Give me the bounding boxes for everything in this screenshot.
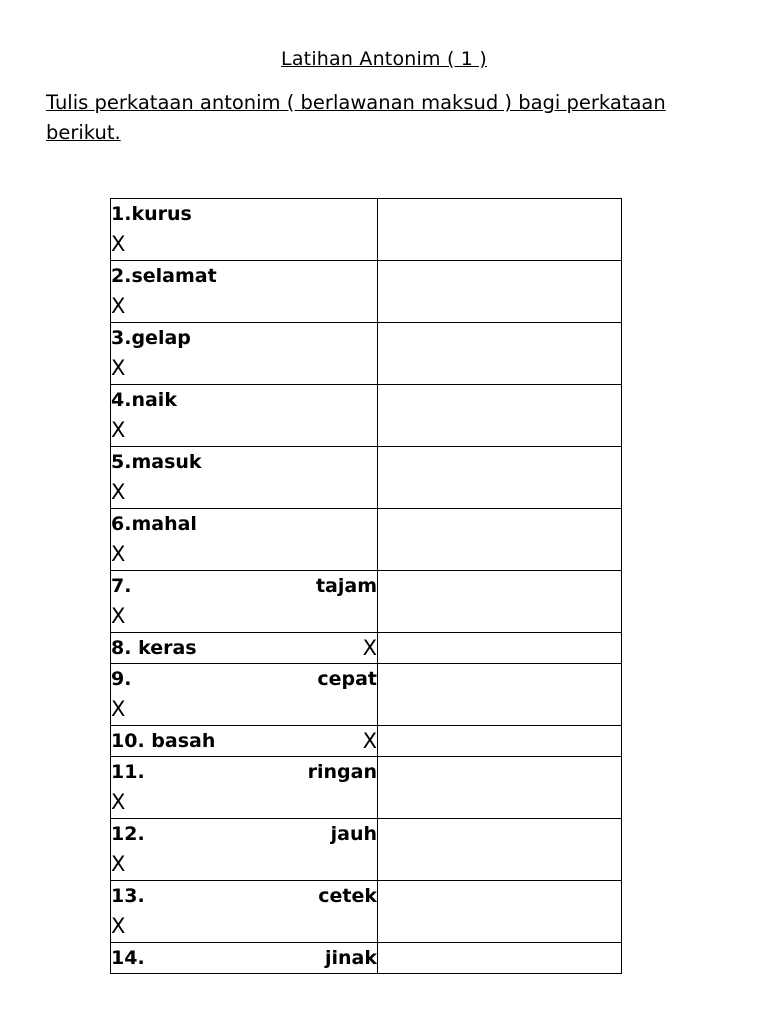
item-number: 14. (111, 947, 145, 969)
question-cell (111, 633, 378, 664)
answer-cell[interactable] (378, 509, 622, 571)
answer-cell[interactable] (378, 571, 622, 633)
item-number: 1. (111, 203, 132, 225)
question-cell (111, 726, 378, 757)
item-word: mahal (131, 513, 197, 535)
x-mark: X (111, 697, 126, 721)
answer-cell[interactable] (378, 819, 622, 881)
x-mark: X (111, 914, 126, 938)
x-mark: X (111, 604, 126, 628)
item-word: selamat (131, 265, 217, 287)
table-row (111, 757, 622, 819)
item-word: jauh (330, 823, 377, 845)
item-number: 8. (111, 637, 132, 659)
table-row (111, 726, 622, 757)
question-cell (111, 664, 378, 726)
x-mark: X (111, 480, 126, 504)
x-mark: X (362, 636, 377, 660)
question-cell (111, 881, 378, 943)
table-row (111, 385, 622, 447)
answer-cell[interactable] (378, 261, 622, 323)
item-number: 13. (111, 885, 145, 907)
item-word: ringan (307, 761, 377, 783)
table-row (111, 943, 622, 974)
table-row (111, 509, 622, 571)
worksheet-title: Latihan Antonim ( 1 ) (281, 48, 487, 70)
x-mark: X (111, 542, 126, 566)
item-word: masuk (131, 451, 202, 473)
answer-cell[interactable] (378, 323, 622, 385)
item-number: 7. (111, 575, 132, 597)
item-number: 3. (111, 327, 132, 349)
answer-cell[interactable] (378, 726, 622, 757)
question-cell (111, 385, 378, 447)
answer-cell[interactable] (378, 385, 622, 447)
question-cell (111, 261, 378, 323)
item-word: naik (131, 389, 177, 411)
x-mark: X (111, 852, 126, 876)
item-number: 11. (111, 761, 145, 783)
answer-cell[interactable] (378, 664, 622, 726)
question-cell (111, 757, 378, 819)
item-number: 10. (111, 730, 145, 752)
item-word: kurus (131, 203, 192, 225)
x-mark: X (111, 294, 126, 318)
answer-cell[interactable] (378, 633, 622, 664)
answer-cell[interactable] (378, 881, 622, 943)
x-mark: X (111, 418, 126, 442)
item-word: basah (151, 730, 216, 752)
table-row (111, 199, 622, 261)
table-row (111, 819, 622, 881)
x-mark: X (111, 790, 126, 814)
table-row (111, 323, 622, 385)
table-row (111, 881, 622, 943)
item-word: tajam (315, 575, 377, 597)
antonym-table (110, 198, 622, 974)
question-cell (111, 199, 378, 261)
item-number: 6. (111, 513, 132, 535)
item-word: gelap (131, 327, 191, 349)
question-cell (111, 509, 378, 571)
answer-cell[interactable] (378, 757, 622, 819)
question-cell (111, 323, 378, 385)
x-mark: X (111, 356, 126, 380)
item-number: 5. (111, 451, 132, 473)
answer-cell[interactable] (378, 943, 622, 974)
item-number: 4. (111, 389, 132, 411)
table-row (111, 633, 622, 664)
table-row (111, 447, 622, 509)
item-number: 12. (111, 823, 145, 845)
answer-cell[interactable] (378, 447, 622, 509)
instruction-text: Tulis perkataan antonim ( berlawanan maksud ) bagi perkataan berikut. (46, 91, 666, 144)
item-word: cepat (317, 668, 377, 690)
item-word: cetek (318, 885, 377, 907)
item-word: jinak (324, 947, 377, 969)
item-number: 2. (111, 265, 132, 287)
question-cell (111, 819, 378, 881)
table-row (111, 261, 622, 323)
table-row (111, 571, 622, 633)
question-cell (111, 447, 378, 509)
question-cell (111, 943, 378, 974)
answer-cell[interactable] (378, 199, 622, 261)
question-cell (111, 571, 378, 633)
x-mark: X (111, 232, 126, 256)
item-number: 9. (111, 668, 132, 690)
x-mark: X (362, 729, 377, 753)
table-row (111, 664, 622, 726)
item-word: keras (138, 637, 197, 659)
